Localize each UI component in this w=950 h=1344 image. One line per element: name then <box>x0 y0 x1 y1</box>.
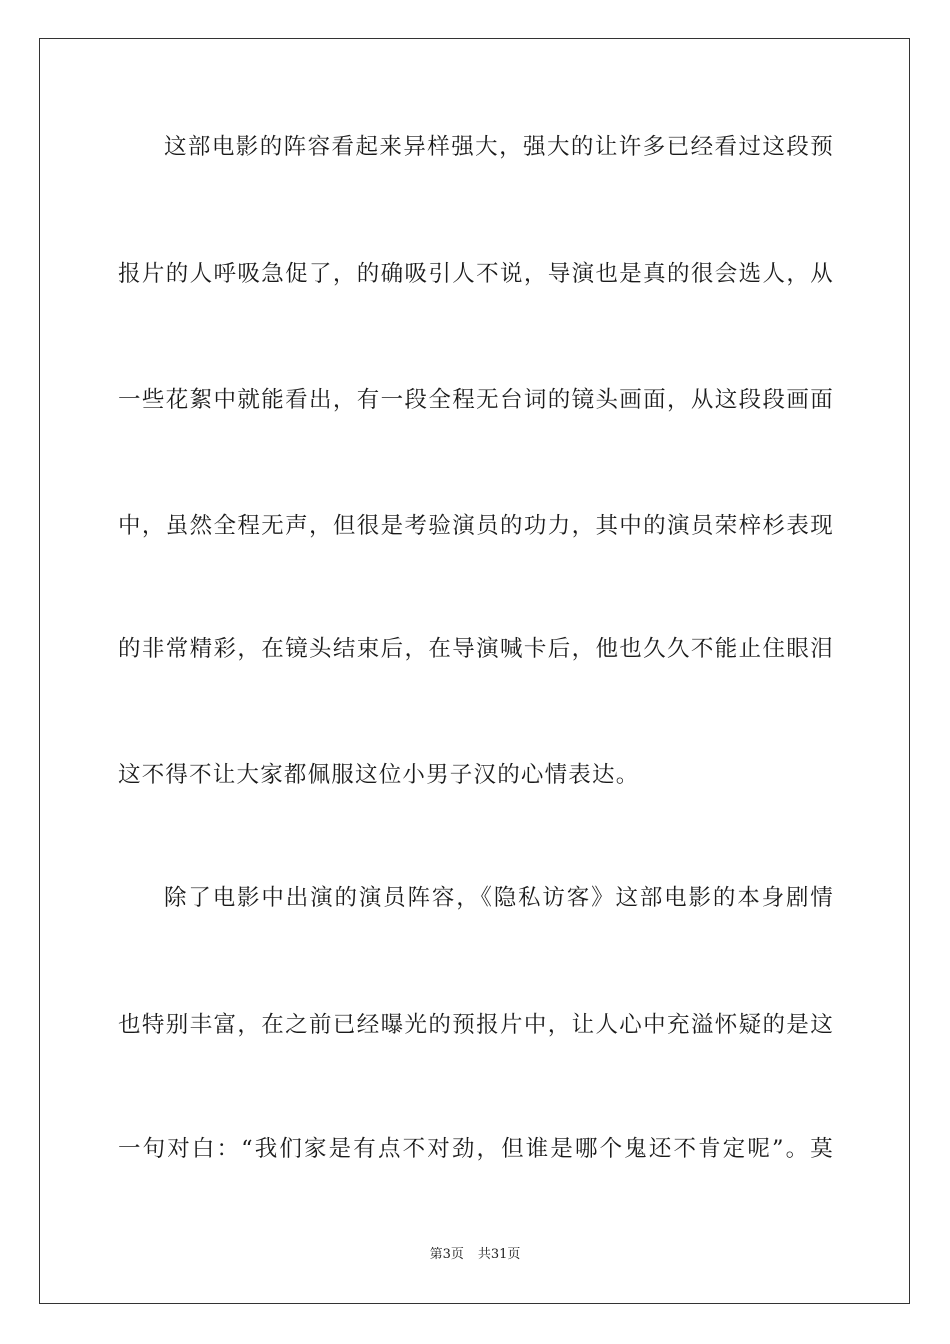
paragraph-1-line-2: 报片的人呼吸急促了，的确吸引人不说，导演也是真的很会选人，从 <box>118 261 834 287</box>
paragraph-1-line-5: 的非常精彩，在镜头结束后，在导演喊卡后，他也久久不能止住眼泪 <box>118 636 834 662</box>
page-border <box>39 38 910 1304</box>
total-pages: 共31页 <box>477 1247 521 1262</box>
paragraph-1-line-6: 这不得不让大家都佩服这位小男子汉的心情表达。 <box>118 762 640 788</box>
paragraph-1-line-1: 这部电影的阵容看起来异样强大，强大的让许多已经看过这段预 <box>164 134 834 160</box>
paragraph-2-line-2: 也特别丰富，在之前已经曝光的预报片中，让人心中充溢怀疑的是这 <box>118 1012 834 1038</box>
paragraph-2-line-1: 除了电影中出演的演员阵容，《隐私访客》这部电影的本身剧情 <box>164 885 834 911</box>
paragraph-1-line-3: 一些花絮中就能看出，有一段全程无台词的镜头画面，从这段段画面 <box>118 387 834 413</box>
paragraph-1-line-4: 中，虽然全程无声，但很是考验演员的功力，其中的演员荣梓杉表现 <box>118 513 834 539</box>
page-footer <box>0 1247 950 1263</box>
paragraph-2-line-3: 一句对白：“我们家是有点不对劲，但谁是哪个鬼还不肯定呢”。莫 <box>118 1136 834 1162</box>
page-number: 第3页 <box>429 1247 464 1262</box>
